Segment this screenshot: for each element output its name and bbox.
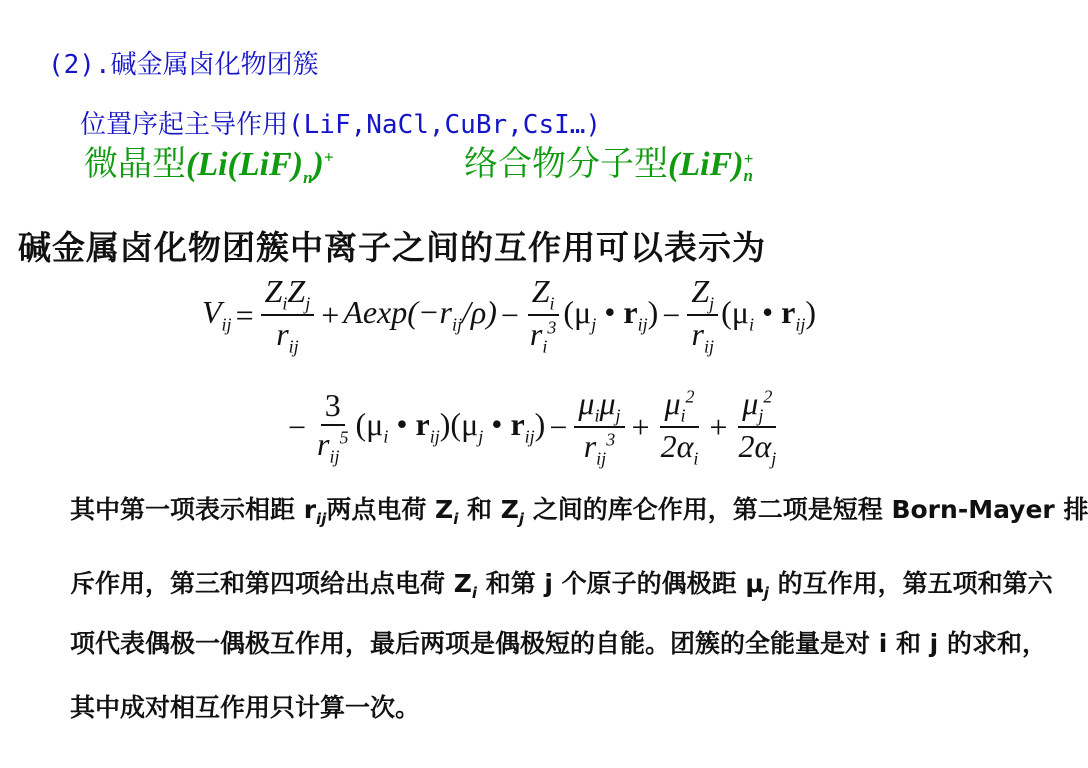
t3-tail-sub-a: j — [591, 314, 597, 335]
t1-num-sub-b: j — [305, 293, 311, 314]
complex-formula — [668, 146, 754, 186]
t7-denominator — [657, 428, 703, 469]
paragraph-line-4: 其中成对相互作用只计算一次。 — [70, 693, 421, 722]
t4-dot-product — [721, 294, 816, 335]
microcrystal-formula-close: ) — [312, 146, 324, 183]
t1-den: r — [276, 316, 289, 352]
t5-tail-r: r — [415, 406, 430, 443]
p1-sub-b: i — [453, 510, 459, 528]
formula-lhs — [202, 294, 232, 335]
t4-tail-a: (μ — [721, 294, 749, 331]
t3-den-sub: i — [542, 336, 548, 357]
t5-numerator: 3 — [321, 387, 345, 426]
p2-b: 和第 j 个原子的偶极距 μ — [477, 569, 764, 598]
minus-sign-4: − — [549, 408, 568, 445]
t6-den: r — [583, 428, 597, 464]
self-energy-fraction-i — [657, 385, 703, 469]
t3-numerator — [528, 273, 559, 316]
t5-den: r — [317, 425, 330, 462]
t6-den-sup: 3 — [606, 429, 616, 450]
p1-d: 之间的库仑作用，第二项是短程 Born-Mayer 排 — [524, 495, 1088, 524]
plus-sign-3: + — [709, 408, 728, 445]
t6-num-a: μ — [578, 384, 595, 421]
t5-den-sub: ij — [329, 446, 340, 467]
t4-numerator — [687, 273, 718, 316]
t8-den-sub: j — [771, 448, 777, 469]
complex-formula-sup: + — [743, 149, 754, 169]
minus-sign-2: − — [662, 296, 681, 333]
formula-line-2 — [284, 382, 783, 472]
t4-tail-sub-a: i — [748, 314, 754, 335]
formula-line-1 — [202, 270, 816, 360]
microcrystal-formula — [186, 146, 334, 187]
t7-numerator — [660, 385, 698, 428]
t5-tail-c: )(μ — [439, 406, 479, 443]
p1-b: 两点电荷 Z — [326, 495, 454, 524]
t2-main: Aexp(−r — [343, 294, 452, 331]
subheading: 位置序起主导作用(LiF,NaCl,CuBr,CsI…) — [80, 110, 602, 140]
minus-sign: − — [500, 296, 519, 333]
p1-c: 和 Z — [458, 495, 519, 524]
t3-den: r — [529, 316, 543, 352]
t3-tail-c: ) — [647, 294, 659, 331]
t4-tail-r: r — [781, 294, 796, 331]
t6-num-sub-a: i — [594, 405, 600, 426]
t1-num-sub-a: i — [282, 293, 288, 314]
minus-sign-3: − — [288, 408, 307, 445]
paragraph-line-1 — [70, 490, 1088, 528]
self-energy-fraction-j — [734, 385, 780, 469]
t3-num-sub: i — [549, 293, 555, 314]
t5-tail-r2: r — [510, 406, 525, 443]
t3-denominator — [526, 316, 560, 357]
paragraph-line-2 — [70, 564, 1053, 602]
p1-sub-a: ij — [316, 510, 327, 528]
p2-sub-a: i — [471, 584, 477, 602]
t6-den-sub: ij — [596, 448, 607, 469]
t7-den: 2α — [660, 428, 694, 464]
t5-denominator — [313, 426, 352, 467]
t5-tail-d: • — [483, 406, 511, 443]
t8-num: μ — [742, 384, 759, 421]
lhs-symbol: V — [202, 294, 222, 331]
equals-sign: = — [235, 296, 254, 333]
t5-tail-sub-a: i — [383, 426, 389, 447]
t4-num: Z — [691, 272, 710, 309]
p2-a: 斥作用，第三和第四项给出点电荷 Z — [70, 569, 472, 598]
t4-den-sub: ij — [703, 336, 714, 357]
t2-sub: ij — [451, 314, 462, 335]
t3-tail-sub-b: ij — [637, 314, 648, 335]
t4-tail-b: • — [753, 294, 782, 331]
t5-den-sup: 5 — [339, 427, 349, 448]
t6-num-sub-b: j — [615, 405, 621, 426]
t1-num-a: Z — [264, 272, 283, 309]
t1-num-b: Z — [287, 272, 306, 309]
t3-tail-r: r — [623, 294, 638, 331]
dipole-dipole-fraction — [313, 387, 352, 467]
t7-num: μ — [664, 384, 681, 421]
born-mayer-term — [343, 294, 497, 335]
plus-sign: + — [321, 296, 340, 333]
t3-dot-product — [563, 294, 658, 335]
p1-sub-c: j — [518, 510, 525, 528]
t5-tail-a: (μ — [355, 406, 384, 443]
charge-dipole-fraction-i — [526, 273, 560, 357]
t3-den-sup: 3 — [547, 317, 557, 338]
t3-tail-a: (μ — [563, 294, 592, 331]
t4-denominator — [688, 316, 718, 357]
t3-num: Z — [531, 272, 550, 309]
t5-tail-sub-b: ij — [429, 426, 440, 447]
microcrystal-type — [84, 146, 334, 187]
t8-denominator — [734, 428, 780, 469]
t8-den: 2α — [738, 428, 772, 464]
t7-num-sup: 2 — [685, 386, 695, 407]
coulomb-numerator — [261, 273, 315, 316]
interaction-title: 碱金属卤化物团簇中离子之间的互作用可以表示为 — [18, 228, 766, 267]
microcrystal-formula-sub: n — [303, 167, 313, 187]
microcrystal-label: 微晶型 — [84, 144, 186, 184]
t8-num-sub: j — [758, 405, 764, 426]
t4-tail-c: ) — [805, 294, 817, 331]
t5-tail-b: • — [388, 406, 416, 443]
t8-num-sup: 2 — [763, 386, 773, 407]
t6-num-b: μ — [599, 384, 616, 421]
t6-numerator — [574, 385, 624, 428]
t4-den: r — [691, 316, 704, 352]
t5-dot-products — [356, 406, 546, 447]
t6-denominator — [580, 428, 619, 469]
complex-formula-sub: n — [743, 166, 754, 186]
t3-tail-b: • — [596, 294, 624, 331]
paragraph-line-3: 项代表偶极一偶极互作用，最后两项是偶极短的自能。团簇的全能量是对 i 和 j 的求和， — [70, 629, 1047, 658]
coulomb-fraction — [261, 273, 315, 357]
microcrystal-formula-sup: + — [323, 147, 334, 167]
t5-tail-sub-c: j — [478, 426, 484, 447]
section-heading: (2).碱金属卤化物团簇 — [48, 50, 319, 80]
t8-numerator — [738, 385, 776, 428]
t5-tail-e: ) — [534, 406, 546, 443]
t7-num-sub: i — [680, 405, 686, 426]
complex-formula-main: (LiF) — [668, 146, 744, 183]
t7-den-sub: i — [693, 448, 699, 469]
p2-c: 的互作用，第五项和第六 — [768, 569, 1053, 598]
p2-sub-b: j — [763, 584, 769, 602]
microcrystal-formula-main: (Li(LiF) — [186, 146, 304, 183]
coulomb-denominator — [272, 316, 302, 357]
plus-sign-2: + — [631, 408, 650, 445]
p1-a: 其中第一项表示相距 r — [70, 495, 317, 524]
complex-label: 络合物分子型 — [464, 144, 668, 184]
t5-tail-sub-d: ij — [524, 426, 535, 447]
t4-tail-sub-b: ij — [795, 314, 806, 335]
charge-dipole-fraction-j — [687, 273, 718, 357]
complex-molecule-type — [464, 146, 753, 184]
dipole-product-fraction — [574, 385, 624, 469]
t4-num-sub: j — [709, 293, 715, 314]
t2-tail: /ρ) — [461, 294, 497, 331]
lhs-sub: ij — [221, 314, 232, 335]
t1-den-sub: ij — [288, 336, 299, 357]
